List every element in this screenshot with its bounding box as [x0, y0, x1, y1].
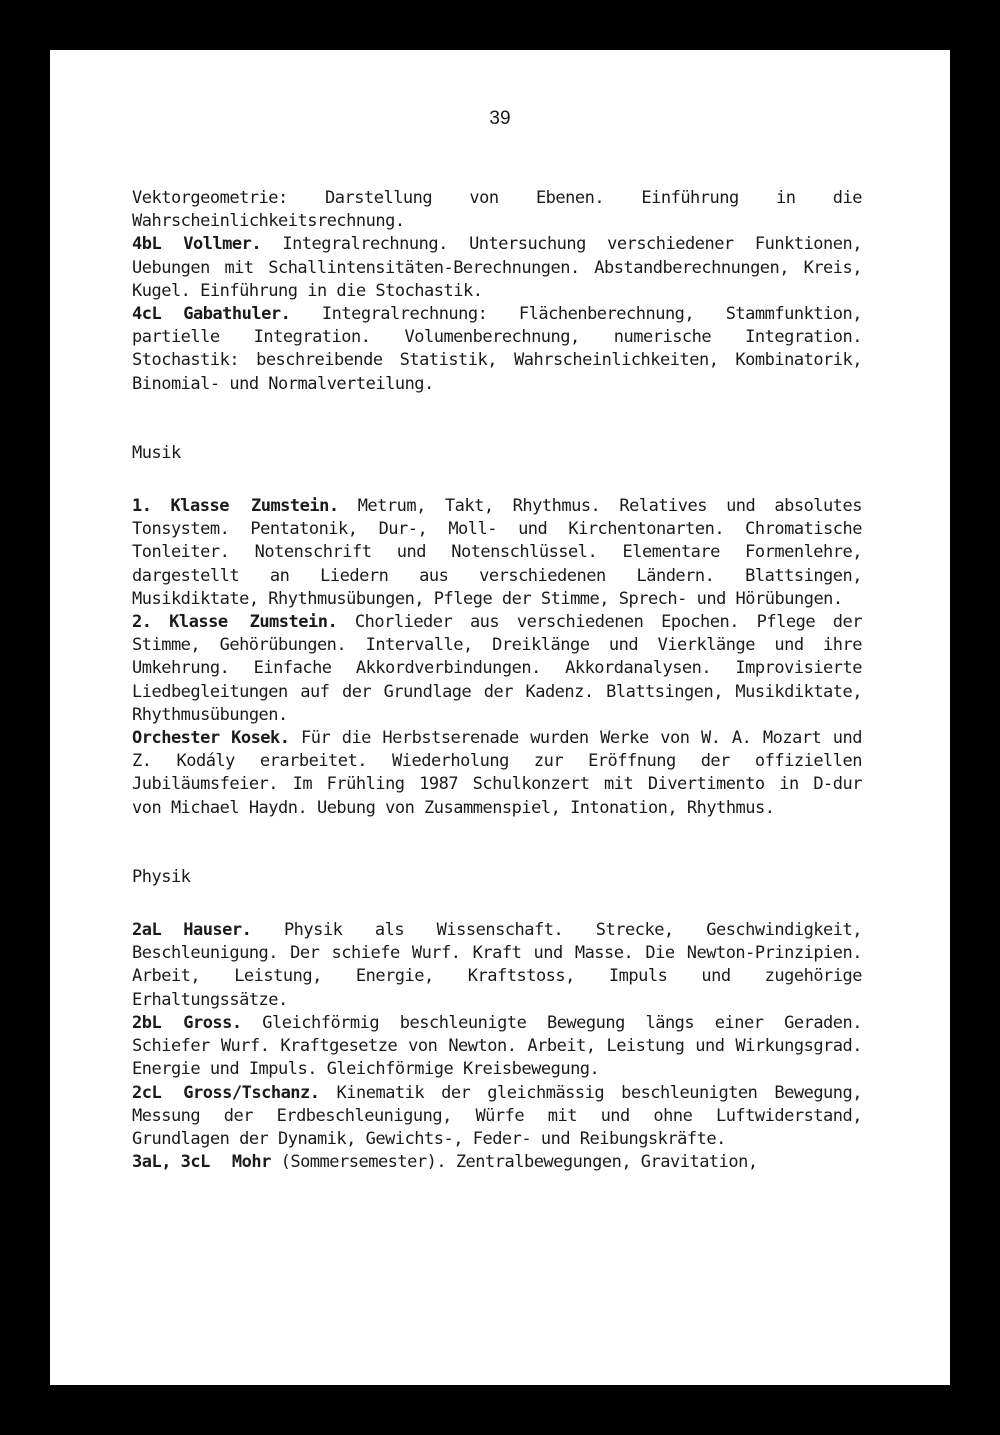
entry-code: 2cL [132, 1082, 162, 1103]
entry-teacher: Zumstein. [249, 612, 338, 633]
entry-text: Integralrechnung: Flächenberechnung, Stammfunktion, partielle Integration. Volumenberechnung, numerische Integration. Stochastik: beschreibende Statistik, Wahrscheinlichkeiten, Kombinatorik, Binomial- und Normalverteilung. [132, 304, 862, 394]
entry-text: Metrum, Takt, Rhythmus. Relatives und absolutes Tonsystem. Pentatonik, Dur-, Moll- und Kirchentonarten. Chromatische Tonleiter. Notenschrift und Notenschlüssel. Elementare Formenlehre, dargestellt an Liedern aus verschiedenen Ländern. Blattsingen, Musikdiktate, Rhythmusübungen, Pflege der Stimme, Sprech- und Hörübungen. [132, 496, 862, 609]
document-page [50, 50, 950, 1385]
entry-code: 2bL [132, 1012, 162, 1033]
entry-code: 4bL [132, 234, 162, 255]
mathematik-intro: Vektorgeometrie: Darstellung von Ebenen. Einführung in die Wahrscheinlichkeitsrechnung. [132, 188, 862, 232]
entry-text: Integralrechnung. Untersuchung verschiedener Funktionen, Uebungen mit Schallintensitäten-Berechnungen. Abstandberechnungen, Kreis, Kugel. Einführung in die Stochastik. [132, 234, 862, 301]
entry-code: 1. Klasse [132, 496, 229, 517]
entry-musik-2-klasse [132, 611, 862, 727]
entry-code: 3aL, 3cL [132, 1152, 210, 1173]
page-number: 39 [489, 108, 511, 129]
entry-2cL [132, 1082, 862, 1152]
section-heading-physik: Physik [132, 866, 191, 887]
entry-4bL [132, 233, 862, 303]
entry-teacher: Gabathuler. [183, 304, 291, 325]
entry-text: (Sommersemester). Zentralbewegungen, Gravitation, [280, 1152, 758, 1173]
entry-code: 4cL [132, 304, 162, 325]
section-heading-musik: Musik [132, 442, 181, 463]
entry-4cL [132, 303, 862, 396]
entry-musik-1-klasse [132, 495, 862, 611]
entry-teacher: Mohr [231, 1152, 271, 1173]
entry-2bL [132, 1012, 862, 1082]
entry-teacher: Vollmer. [183, 234, 262, 255]
entry-text: Chorlieder aus verschiedenen Epochen. Pflege der Stimme, Gehörübungen. Intervalle, Dreiklänge und Vierklänge und ihre Umkehrung. Einfache Akkordverbindungen. Akkordanalysen. Improvisierte Liedbegleitungen auf der Grundlage der Kadenz. Blattsingen, Musikdiktate, Rhythmusübungen. [132, 612, 862, 725]
entry-text: Kinematik der gleichmässig beschleunigten Bewegung, Messung der Erdbeschleunigung, Würfe mit und ohne Luftwiderstand, Grundlagen der Dynamik, Gewichts-, Feder- und Reibungskräfte. [132, 1082, 862, 1149]
entry-2aL [132, 919, 862, 1012]
document-body [132, 187, 862, 1174]
entry-text: Physik als Wissenschaft. Strecke, Geschwindigkeit, Beschleunigung. Der schiefe Wurf. Kraft und Masse. Die Newton-Prinzipien. Arbeit, Leistung, Energie, Kraftstoss, Impuls und zugehörige Erhaltungssätze. [132, 920, 862, 1010]
entry-code: 2. Klasse [132, 612, 228, 633]
entry-orchester [132, 727, 862, 820]
entry-teacher: Gross/Tschanz. [183, 1082, 320, 1103]
entry-teacher: Gross. [183, 1012, 242, 1033]
entry-teacher: Hauser. [183, 920, 252, 941]
entry-3aL-3cL [132, 1151, 862, 1174]
entry-code: 2aL [132, 920, 162, 941]
entry-text: Für die Herbstserenade wurden Werke von W. A. Mozart und Z. Kodály erarbeitet. Wiederholung zur Eröffnung der offiziellen Jubiläumsfeier. Im Frühling 1987 Schulkonzert mit Divertimento in D-dur von Michael Haydn. Uebung von Zusammenspiel, Intonation, Rhythmus. [132, 728, 862, 818]
entry-text: Gleichförmig beschleunigte Bewegung längs einer Geraden. Schiefer Wurf. Kraftgesetze von Newton. Arbeit, Leistung und Wirkungsgrad. Energie und Impuls. Gleichförmige Kreisbewegung. [132, 1012, 862, 1080]
entry-lead: Orchester Kosek. [132, 728, 290, 749]
entry-teacher: Zumstein. [250, 496, 339, 517]
